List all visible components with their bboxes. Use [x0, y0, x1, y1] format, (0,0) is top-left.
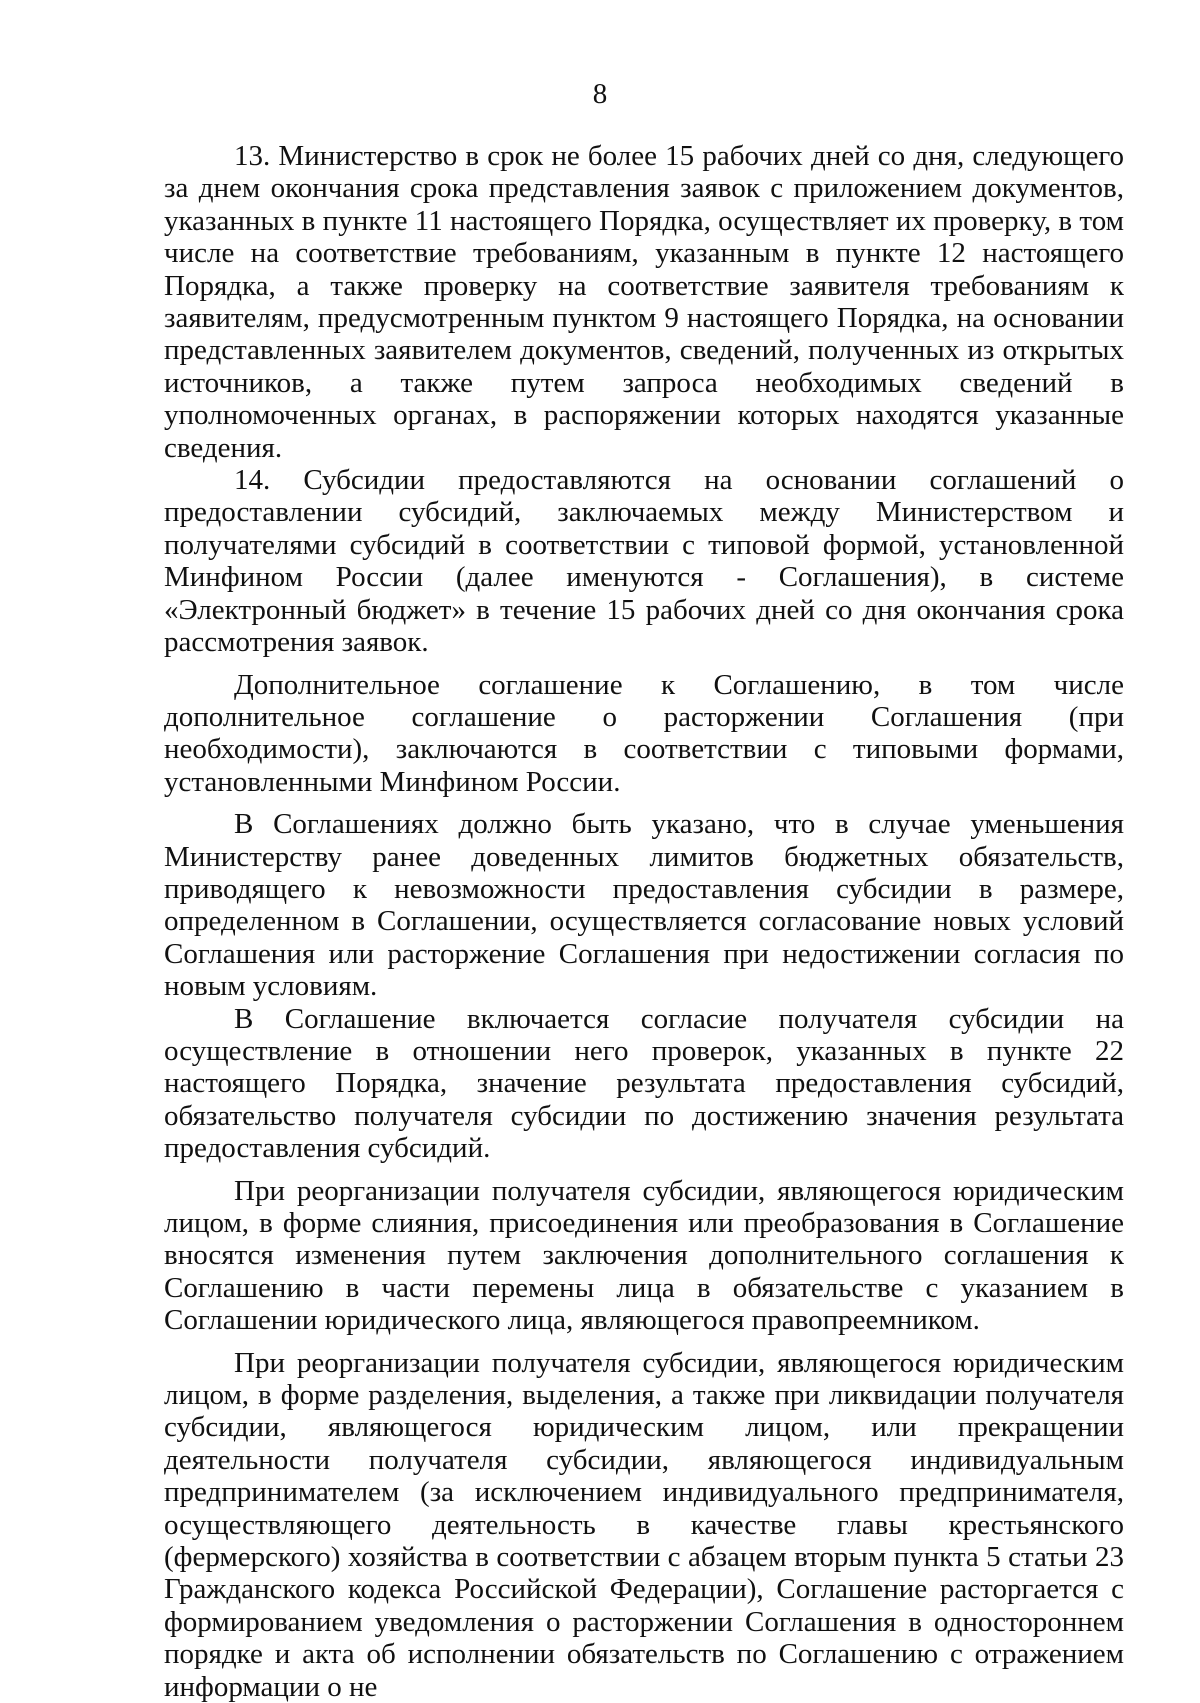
paragraph-limits-reduction: В Соглашениях должно быть указано, что в случае уменьшения Министерству ранее доведенных лимитов бюджетных обязательств, приводящего к невозможности предоставления субсидии в размере, определенном в Соглашении, осуществляется согласование новых условий Соглашения или расторжение Соглашения при недостижении согласия по новым условиям. [164, 808, 1124, 1003]
paragraph-13: 13. Министерство в срок не более 15 рабочих дней со дня, следующего за днем окончания срока представления заявок с приложением документов, указанных в пункте 11 настоящего Порядка, осуществляет их проверку, в том числе на соответствие требованиям, указанным в пункте 12 настоящего Порядка, а также проверку на соответствие заявителя требованиям к заявителям, предусмотренным пунктом 9 настоящего Порядка, на основании представленных заявителем документов, сведений, полученных из открытых источников, а также путем запроса необходимых сведений в уполномоченных органах, в распоряжении которых находятся указанные сведения. [164, 140, 1124, 464]
page-number: 8 [592, 78, 608, 110]
paragraph-additional-agreement: Дополнительное соглашение к Соглашению, в том числе дополнительное соглашение о расторжении Соглашения (при необходимости), заключаются в соответствии с типовыми формами, установленными Минфином России. [164, 668, 1124, 798]
document-body [164, 140, 1124, 1703]
paragraph-reorganization-division: При реорганизации получателя субсидии, являющегося юридическим лицом, в форме разделения, выделения, а также при ликвидации получателя субсидии, являющегося юридическим лицом, или прекращении деятельности получателя субсидии, являющегося индивидуальным предпринимателем (за исключением индивидуального предпринимателя, осуществляющего деятельность в качестве главы крестьянского (фермерского) хозяйства в соответствии с абзацем вторым пункта 5 статьи 23 Гражданского кодекса Российской Федерации), Соглашение расторгается с формированием уведомления о расторжении Соглашения в одностороннем порядке и акта об исполнении обязательств по Соглашению с отражением информации о не [164, 1346, 1124, 1703]
paragraph-reorganization-merger: При реорганизации получателя субсидии, являющегося юридическим лицом, в форме слияния, присоединения или преобразования в Соглашение вносятся изменения путем заключения дополнительного соглашения к Соглашению в части перемены лица в обязательстве с указанием в Соглашении юридического лица, являющегося правопреемником. [164, 1174, 1124, 1337]
paragraph-14: 14. Субсидии предоставляются на основании соглашений о предоставлении субсидий, заключаемых между Министерством и получателями субсидий в соответствии с типовой формой, установленной Минфином России (далее именуются - Соглашения), в системе «Электронный бюджет» в течение 15 рабочих дней со дня окончания срока рассмотрения заявок. [164, 464, 1124, 659]
paragraph-consent-inspections: В Соглашение включается согласие получателя субсидии на осуществление в отношении него проверок, указанных в пункте 22 настоящего Порядка, значение результата предоставления субсидий, обязательство получателя субсидии по достижению значения результата предоставления субсидий. [164, 1002, 1124, 1165]
